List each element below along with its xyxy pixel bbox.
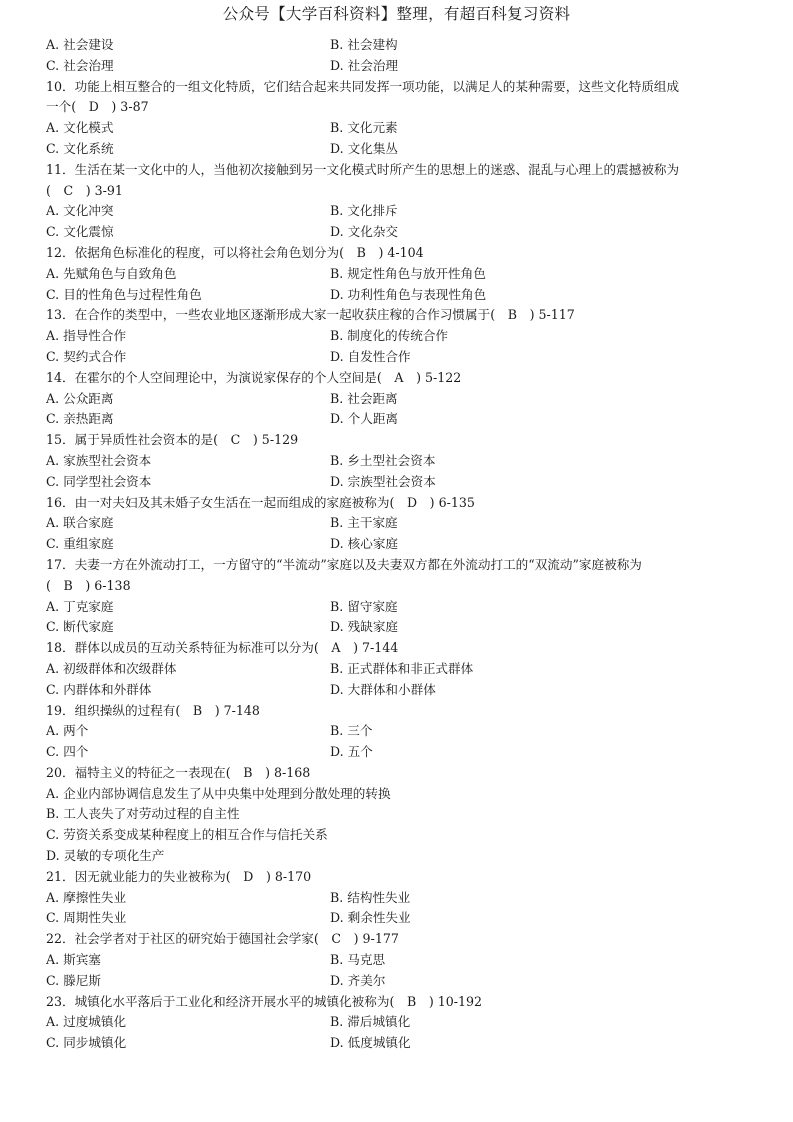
option-text: C. 断代家庭 (46, 619, 114, 635)
option-text: C. 滕尼斯 (46, 972, 101, 988)
option-row (46, 347, 756, 368)
option-text: A. 文化模式 (46, 120, 114, 136)
option-text: B. 文化排斥 (330, 203, 398, 219)
option-text: C. 亲热距离 (46, 411, 114, 427)
option-text: D. 自发性合作 (330, 348, 411, 364)
question-list (46, 35, 756, 1054)
option-row (46, 118, 756, 139)
option-text: C. 目的性角色与过程性角色 (46, 286, 202, 302)
option-text: C. 契约式合作 (46, 348, 127, 364)
option-text: C. 重组家庭 (46, 536, 114, 552)
option-row (46, 222, 756, 243)
option-row (46, 409, 756, 430)
option-text: A. 指导性合作 (46, 328, 127, 344)
option-text: A. 过度城镇化 (46, 1014, 127, 1030)
option-text: A. 摩擦性失业 (46, 889, 127, 905)
option-row (46, 950, 756, 971)
option-row (46, 597, 756, 618)
option-text: A. 初级群体和次级群体 (46, 660, 177, 676)
option-text: D. 低度城镇化 (330, 1035, 411, 1051)
question-text: 22．社会学者对于社区的研究始于德国社会学家( C ) 9-177 (46, 931, 399, 947)
option-text: D. 核心家庭 (330, 536, 399, 552)
option-text: D. 功利性角色与表现性角色 (330, 286, 487, 302)
question-text: 11．生活在某一文化中的人，当他初次接触到另一文化模式时所产生的思想上的迷惑、混乱与心理上的震撼被称为 (46, 161, 680, 177)
option-row (46, 534, 756, 555)
option-text: B. 社会距离 (330, 390, 398, 406)
option-row (46, 139, 756, 160)
option-row (46, 1033, 756, 1054)
option-row (46, 971, 756, 992)
option-text: B. 结构性失业 (330, 889, 411, 905)
option-row (46, 389, 756, 410)
option-text: A. 斯宾塞 (46, 952, 101, 968)
option-row (46, 680, 756, 701)
option-text: A. 公众距离 (46, 390, 114, 406)
option-text: D. 文化集丛 (330, 140, 399, 156)
option-text: D. 剩余性失业 (330, 910, 411, 926)
option-text: C. 内群体和外群体 (46, 681, 152, 697)
option-text: C. 四个 (46, 744, 89, 760)
option-text: D. 五个 (330, 744, 373, 760)
option-row (46, 56, 756, 77)
option-text: A. 社会建设 (46, 37, 114, 52)
question-text: 15．属于异质性社会资本的是( C ) 5-129 (46, 432, 299, 448)
question-text: 14．在霍尔的个人空间理论中，为演说家保存的个人空间是( A ) 5-122 (46, 369, 462, 385)
option-text: A. 家族型社会资本 (46, 452, 152, 468)
option-row (46, 908, 756, 929)
option-row (46, 285, 756, 306)
option-row (46, 201, 756, 222)
option-row (46, 472, 756, 493)
question-text: 23．城镇化水平落后于工业化和经济开展水平的城镇化被称为( B ) 10-192 (46, 993, 483, 1009)
option-row (46, 35, 756, 56)
option-text: D. 齐美尔 (330, 972, 386, 988)
question-text: 19．组织操纵的过程有( B ) 7-148 (46, 702, 260, 718)
option-text: B. 留守家庭 (330, 598, 398, 614)
option-text: C. 社会治理 (46, 57, 114, 73)
page-header: 公众号【大学百科资料】整理，有超百科复习资料 (222, 5, 571, 23)
option-text: B. 规定性角色与放开性角色 (330, 265, 486, 281)
option-text: A. 先赋角色与自致角色 (46, 265, 177, 281)
option-text: C. 文化震惊 (46, 224, 114, 240)
option-text: D. 大群体和小群体 (330, 681, 436, 697)
option-row (46, 659, 756, 680)
option-row (46, 326, 756, 347)
option-row (46, 1012, 756, 1033)
option-text: C. 劳资关系变成某种程度上的相互合作与信托关系 (46, 827, 328, 843)
question-text: 13．在合作的类型中，一些农业地区逐渐形成大家一起收获庄稼的合作习惯属于( B ) 5-117 (46, 307, 575, 323)
option-text: B. 文化元素 (330, 120, 398, 136)
question-continuation: ( C ) 3-91 (46, 182, 123, 198)
option-text: D. 个人距离 (330, 411, 399, 427)
option-row (46, 721, 756, 742)
option-text: B. 主干家庭 (330, 515, 398, 531)
option-text: D. 残缺家庭 (330, 619, 399, 635)
option-text: A. 文化冲突 (46, 203, 114, 219)
option-text: A. 联合家庭 (46, 515, 114, 531)
question-text: 10．功能上相互整合的一组文化特质，它们结合起来共同发挥一项功能，以满足人的某种需要，这些文化特质组成 (46, 78, 680, 94)
option-text: A. 两个 (46, 723, 89, 739)
question-text: 12．依据角色标准化的程度，可以将社会角色划分为( B ) 4-104 (46, 244, 424, 260)
option-text: B. 乡土型社会资本 (330, 452, 436, 468)
option-text: A. 企业内部协调信息发生了从中央集中处理到分散处理的转换 (46, 785, 391, 801)
option-row (46, 513, 756, 534)
option-text: D. 社会治理 (330, 57, 399, 73)
question-continuation: 一个( D ) 3-87 (46, 99, 149, 115)
option-text: C. 同学型社会资本 (46, 473, 152, 489)
option-text: B. 三个 (330, 723, 373, 739)
question-continuation: ( B ) 6-138 (46, 577, 131, 593)
option-row (46, 617, 756, 638)
option-row (46, 264, 756, 285)
option-text: C. 文化系统 (46, 140, 114, 156)
option-text: B. 正式群体和非正式群体 (330, 660, 474, 676)
option-text: B. 马克思 (330, 952, 386, 968)
option-text: A. 丁克家庭 (46, 598, 114, 614)
option-text: B. 工人丧失了对劳动过程的自主性 (46, 806, 240, 822)
question-text: 17．夫妻一方在外流动打工，一方留守的“半流动”家庭以及夫妻双方都在外流动打工的“双流动”家庭被称为 (46, 556, 642, 572)
question-text: 21．因无就业能力的失业被称为( D ) 8-170 (46, 868, 312, 884)
option-text: D. 宗族型社会资本 (330, 473, 436, 489)
question-text: 16．由一对夫妇及其未婚子女生活在一起而组成的家庭被称为( D ) 6-135 (46, 494, 475, 510)
option-text: B. 滞后城镇化 (330, 1014, 411, 1030)
option-text: D. 灵敏的专项化生产 (46, 848, 165, 864)
option-text: D. 文化杂交 (330, 224, 399, 240)
option-text: B. 社会建构 (330, 37, 398, 52)
question-text: 18．群体以成员的互动关系特征为标准可以分为( A ) 7-144 (46, 640, 399, 656)
option-row (46, 451, 756, 472)
option-row (46, 888, 756, 909)
option-row (46, 742, 756, 763)
option-text: C. 周期性失业 (46, 910, 127, 926)
option-text: C. 同步城镇化 (46, 1035, 127, 1051)
option-text: B. 制度化的传统合作 (330, 328, 449, 344)
question-text: 20．福特主义的特征之一表现在( B ) 8-168 (46, 764, 311, 780)
